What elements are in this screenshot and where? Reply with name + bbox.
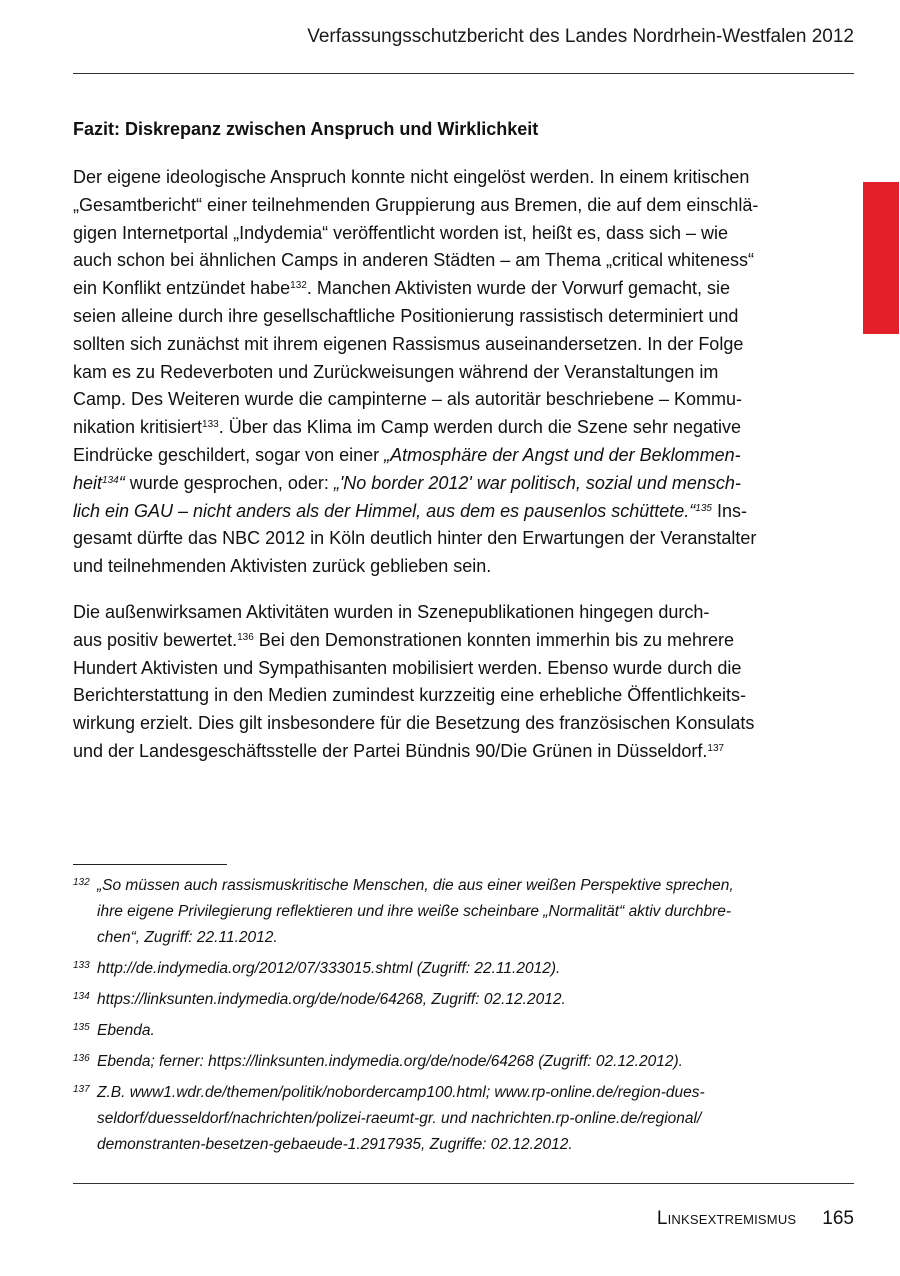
footnote-text xyxy=(97,1049,683,1075)
footnote-link[interactable]: http://de.indymedia.org/2012/07/333015.shtml (Zugriff: 22.11.2012). xyxy=(97,960,561,977)
para1-line xyxy=(73,414,813,442)
footnote-ref-135[interactable] xyxy=(695,503,712,514)
text-run: aus positiv bewertet. xyxy=(73,629,238,650)
footer-section-name: Linksextremismus xyxy=(656,1208,797,1229)
footnote-135 xyxy=(73,1018,833,1044)
footnote-text xyxy=(97,1018,155,1044)
para1-line: Der eigene ideologische Anspruch konnte nicht eingelöst werden. In einem kritischen xyxy=(73,167,750,187)
para2-line: Berichterstattung in den Medien zumindest kurzzeitig eine erhebliche Öffentlichkeits- xyxy=(73,685,747,706)
text-run: nikation kritisiert xyxy=(73,417,203,438)
main-content xyxy=(73,116,813,784)
para2-line: wirkung erzielt. Dies gilt insbesondere für die Besetzung des französischen Konsulats xyxy=(73,713,755,734)
text-run: Eindrücke geschildert, sogar von einer xyxy=(73,444,385,465)
footnote-ref-136[interactable]: 136 xyxy=(237,631,254,643)
footnote-link[interactable]: Ebenda; ferner: https://linksunten.indymedia.org/de/node/64268 (Zugriff: 02.12.2012). xyxy=(97,1053,683,1070)
footnote-text xyxy=(97,873,734,951)
footnotes xyxy=(73,873,833,1163)
footnote-link[interactable]: demonstranten-besetzen-gebaeude-1.2917935, Zugriffe: 02.12.2012. xyxy=(97,1136,573,1153)
footnote-number: 132 xyxy=(73,877,90,888)
footnote-link[interactable]: https://linksunten.indymedia.org/de/node/64268, Zugriff: 02.12.2012. xyxy=(97,991,566,1008)
footnote-line: chen“, Zugriff: 22.11.2012. xyxy=(97,929,278,946)
footnote-number: 136 xyxy=(73,1053,90,1064)
footnote-number: 133 xyxy=(73,960,90,971)
footnote-text xyxy=(97,987,566,1013)
footnote-132 xyxy=(73,873,833,951)
footnote-ref-text: 135 xyxy=(695,502,712,514)
chapter-tab-marker xyxy=(863,182,899,334)
text-run: und der Landesgeschäftsstelle der Partei Bündnis 90/Die Grünen in Düsseldorf. xyxy=(73,740,708,761)
page-footer xyxy=(657,1208,854,1230)
para1-line xyxy=(73,275,813,303)
text-run: Ins- xyxy=(711,500,747,521)
footnote-136 xyxy=(73,1049,833,1075)
para1-line: seien alleine durch ihre gesellschaftliche Positionierung rassistisch determiniert und xyxy=(73,305,739,326)
section-heading: Fazit: Diskrepanz zwischen Anspruch und Wirklichkeit xyxy=(73,119,539,139)
paragraph-1 xyxy=(73,164,813,581)
para1-line xyxy=(73,470,813,498)
footnote-separator xyxy=(73,864,227,865)
footnote-link[interactable]: Z.B. www1.wdr.de/themen/politik/nobordercamp100.html; www.rp-online.de/region-dues- xyxy=(97,1084,705,1101)
para2-line xyxy=(73,627,813,655)
header-rule xyxy=(73,73,854,74)
footnote-ref-133[interactable]: 133 xyxy=(202,419,219,431)
footnote-line: Ebenda. xyxy=(97,1022,155,1039)
para1-line: sollten sich zunächst mit ihrem eigenen Rassismus auseinandersetzen. In der Folge xyxy=(73,333,744,354)
quote-run: heit xyxy=(73,472,103,493)
para1-line: auch schon bei ähnlichen Camps in anderen Städten – am Thema „critical whiteness“ xyxy=(73,250,755,271)
page-number: 165 xyxy=(822,1208,854,1229)
footnote-ref-134[interactable] xyxy=(102,475,119,486)
para1-line: gigen Internetportal „Indydemia“ veröffentlicht worden ist, heißt es, dass sich – wie xyxy=(73,222,728,243)
footnote-133 xyxy=(73,956,833,982)
footnote-text xyxy=(97,956,560,982)
page-header: Verfassungsschutzbericht des Landes Nordrhein-Westfalen 2012 xyxy=(307,26,854,47)
para1-line: „Gesamtbericht“ einer teilnehmenden Gruppierung aus Bremen, die auf dem einschlä- xyxy=(73,194,759,215)
footnote-ref-text: 134 xyxy=(102,474,119,486)
quote-run: “ xyxy=(118,472,125,493)
paragraph-2 xyxy=(73,599,813,766)
footnote-number: 137 xyxy=(73,1084,90,1095)
para2-line: Hundert Aktivisten und Sympathisanten mobilisiert werden. Ebenso wurde durch die xyxy=(73,657,742,678)
text-run: . Über das Klima im Camp werden durch die Szene sehr negative xyxy=(218,417,741,438)
footnote-line: „So müssen auch rassismuskritische Menschen, die aus einer weißen Perspektive sprechen, xyxy=(97,877,734,894)
footnote-number: 134 xyxy=(73,991,90,1002)
footnote-134 xyxy=(73,987,833,1013)
text-run: ein Konflikt entzündet habe xyxy=(73,278,291,299)
text-run: wurde gesprochen, oder: xyxy=(124,472,334,493)
para1-line: gesamt dürfte das NBC 2012 in Köln deutlich hinter den Erwartungen der Veranstalter xyxy=(73,528,757,549)
quote-run: „Atmosphäre der Angst und der Beklommen- xyxy=(384,444,741,465)
text-run: Bei den Demonstrationen konnten immerhin bis zu mehrere xyxy=(253,629,735,650)
para2-line: Die außenwirksamen Aktivitäten wurden in Szenepublikationen hingegen durch- xyxy=(73,601,710,622)
footnote-137 xyxy=(73,1080,833,1158)
quote-run: „'No border 2012' war politisch, sozial und mensch- xyxy=(333,472,741,493)
footnote-number: 135 xyxy=(73,1022,90,1033)
para1-line: Camp. Des Weiteren wurde die campinterne – als autoritär beschriebene – Kommu- xyxy=(73,389,742,410)
footnote-text xyxy=(97,1080,705,1158)
para1-line xyxy=(73,442,813,470)
para1-line xyxy=(73,498,813,526)
para1-line: und teilnehmenden Aktivisten zurück geblieben sein. xyxy=(73,556,492,577)
footnote-line: ihre eigene Privilegierung reflektieren und ihre weiße scheinbare „Normalität“ aktiv durchbre- xyxy=(97,903,732,920)
footnote-link[interactable]: seldorf/duesseldorf/nachrichten/polizei-raeumt-gr. und nachrichten.rp-online.de/regional/ xyxy=(97,1110,702,1127)
para1-line: kam es zu Redeverboten und Zurückweisungen während der Veranstaltungen im xyxy=(73,361,719,382)
footnote-ref-137[interactable]: 137 xyxy=(707,742,725,754)
footer-rule xyxy=(73,1183,854,1184)
para2-line xyxy=(73,738,813,766)
text-run: . Manchen Aktivisten wurde der Vorwurf gemacht, sie xyxy=(306,278,731,299)
quote-run: lich ein GAU – nicht anders als der Himmel, aus dem es pausenlos schüttete.“ xyxy=(73,500,696,521)
footnote-ref-132[interactable]: 132 xyxy=(290,280,307,292)
